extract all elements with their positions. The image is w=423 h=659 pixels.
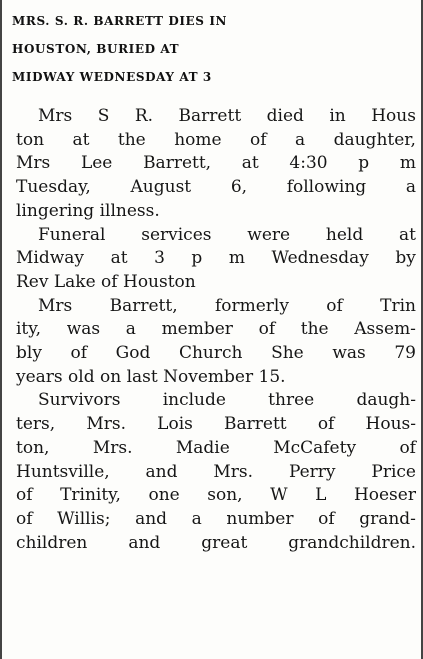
text-line: Mrs Lee Barrett, at 4:30 p m [16,153,416,174]
text-line: years old on last November 15. [16,366,286,387]
text-line: of Willis; and a number of grand- [16,508,416,529]
text-line: ton at the home of a daughter, [16,129,416,150]
text-line: Rev Lake of Houston [16,271,196,292]
text-line: lingering illness. [16,200,160,221]
text-line: of Trinity, one son, W L Hoeser [16,485,416,506]
paragraph-survivors [16,389,416,555]
headline-line: HOUSTON, BURIED AT [12,42,180,56]
headline [12,7,417,91]
text-line: Huntsville, and Mrs. Perry Price [16,461,416,482]
text-line: Midway at 3 p m Wednesday by [16,248,416,269]
text-line: ton, Mrs. Madie McCafety of [16,437,416,458]
text-line: Mrs Barrett, formerly of Trin [38,295,416,316]
paragraph-biography [16,295,416,390]
headline-line: MIDWAY WEDNESDAY AT 3 [12,70,212,84]
text-line: ters, Mrs. Lois Barrett of Hous- [16,414,416,435]
text-line: Survivors include three daugh- [38,390,416,411]
text-line: children and great grandchildren. [16,532,416,553]
article-body [16,105,416,555]
text-line: Mrs S R. Barrett died in Hous [38,106,416,126]
text-line: bly of God Church She was 79 [16,343,416,364]
text-line: Funeral services were held at [38,224,416,245]
paragraph-death-notice [16,105,416,224]
headline-line: MRS. S. R. BARRETT DIES IN [12,14,228,28]
text-line: ity, was a member of the Assem- [16,319,416,340]
text-line: Tuesday, August 6, following a [16,177,416,198]
paragraph-funeral [16,224,416,295]
